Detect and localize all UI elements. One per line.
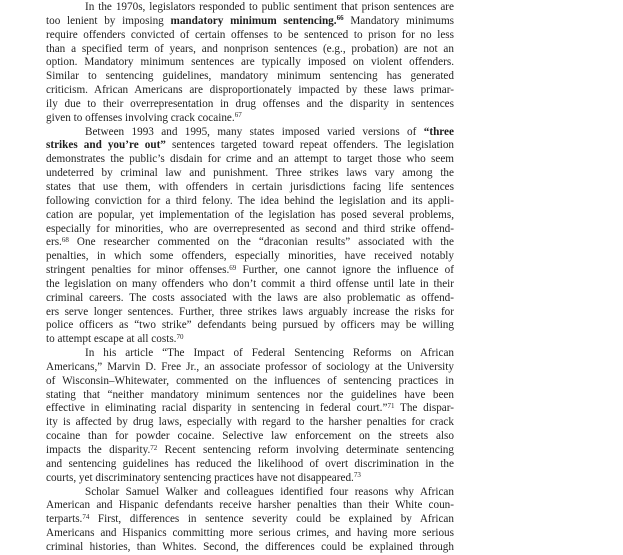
text-run: Further, one cannot ignore the influence of xyxy=(236,264,454,277)
text-run: One researcher commented on the “draconian results” associated with the xyxy=(68,236,454,249)
text-run: mandatory minimum sentencing. xyxy=(170,14,337,27)
text-line xyxy=(46,29,454,43)
text-run: strikes and you’re out” xyxy=(46,139,166,152)
text-line xyxy=(46,499,454,513)
text-run: terparts. xyxy=(46,513,83,526)
paragraph-walker-four-reasons xyxy=(46,486,454,555)
text-line xyxy=(46,153,454,167)
paragraph-three-strikes xyxy=(46,126,454,348)
text-line xyxy=(46,56,454,70)
text-run: than a specified term of years, and nonprison sentences (e.g., probation) are not an xyxy=(46,42,454,55)
text-run: First, differences in sentence severity could be explained by African xyxy=(89,513,454,526)
text-run: Scholar Samuel Walker and colleagues identified four reasons why African xyxy=(85,485,454,498)
text-line xyxy=(46,486,454,500)
text-line xyxy=(46,264,454,278)
text-line xyxy=(46,416,454,430)
text-line xyxy=(46,70,454,84)
text-run: ers serve longer sentences. Further, three strikes laws arguably increase the risks for xyxy=(46,305,454,318)
text-line xyxy=(46,319,454,333)
text-line xyxy=(46,333,454,347)
text-line xyxy=(46,126,454,140)
text-run: given to offenses involving crack cocaine. xyxy=(46,111,235,124)
text-run: Between 1993 and 1995, many states imposed varied versions of xyxy=(85,125,424,138)
text-line xyxy=(46,181,454,195)
footnote-ref: 69 xyxy=(229,263,237,272)
text-run: cation are popular, yet implementation of the legislation has posed several problems, xyxy=(46,208,454,221)
footnote-ref: 66 xyxy=(336,14,344,23)
text-line xyxy=(46,444,454,458)
text-line xyxy=(46,43,454,57)
text-run: Similar to sentencing guidelines, mandatory minimum sentencing has generated xyxy=(46,70,454,83)
text-line xyxy=(46,195,454,209)
text-run: American and Hispanic defendants receive harsher penalties than their White coun- xyxy=(46,499,454,512)
text-run: ers. xyxy=(46,236,62,249)
text-line xyxy=(46,223,454,237)
text-line xyxy=(46,472,454,486)
text-run: Mandatory minimums xyxy=(343,14,454,27)
text-line xyxy=(46,98,454,112)
footnote-ref: 72 xyxy=(150,443,158,452)
text-line xyxy=(46,430,454,444)
text-line xyxy=(46,375,454,389)
text-run: option. Mandatory minimum sentences are typically imposed on violent offenders. xyxy=(46,56,454,69)
paragraph-free-article xyxy=(46,347,454,485)
text-run: criminal histories, than Whites. Second, the differences could be explained through xyxy=(46,540,454,553)
text-run: “three xyxy=(423,125,454,138)
text-run: to attempt escape at all costs. xyxy=(46,333,177,346)
footnote-ref: 73 xyxy=(353,471,361,480)
text-run: demonstrates the public’s disdain for crime and an attempt to target those who seem xyxy=(46,153,454,166)
text-run: undeterred by criminal law and punishment. Three strikes laws vary among the xyxy=(46,167,454,180)
text-run: impacts the disparity. xyxy=(46,444,151,456)
text-run: states that use them, with offenders in certain jurisdictions facing life sentences xyxy=(46,180,454,193)
text-line xyxy=(46,209,454,223)
document-body xyxy=(46,1,454,555)
text-run: ily due to their overrepresentation in drug offenses and the disparity in sentences xyxy=(46,97,454,110)
text-line xyxy=(46,236,454,250)
text-line xyxy=(46,250,454,264)
text-run: of Wisconsin–Whitewater, commented on the influences of sentencing practices in xyxy=(46,374,454,387)
text-line xyxy=(46,15,454,29)
text-run: following conviction for a third felony. The idea behind the legislation and its appli- xyxy=(46,194,454,207)
text-line xyxy=(46,278,454,292)
text-line xyxy=(46,402,454,416)
text-run: criticism. African Americans are disproportionately impacted by these laws primar- xyxy=(46,84,454,97)
footnote-ref: 71 xyxy=(387,401,395,410)
text-run: courts, yet discriminatory sentencing practices have not disappeared. xyxy=(46,471,354,484)
text-line xyxy=(46,458,454,472)
text-run: too lenient by imposing xyxy=(46,14,171,27)
text-line xyxy=(46,527,454,541)
text-run: effective in eliminating racial disparity in sentencing in federal court.” xyxy=(46,402,388,415)
text-run: In his article “The Impact of Federal Sentencing Reforms on African xyxy=(85,347,454,360)
text-line xyxy=(46,167,454,181)
text-run: Recent sentencing reform involving determinate sentencing xyxy=(157,444,454,456)
text-run: Americans,” Marvin D. Free Jr., an associate professor of sociology at the University xyxy=(46,360,454,373)
text-run: stating that “neither mandatory minimum sentences nor the guidelines have been xyxy=(46,388,454,401)
text-run: and sentencing guidelines has reduced the likelihood of overt discrimination in the xyxy=(46,457,454,470)
text-line xyxy=(46,361,454,375)
text-run: require offenders convicted of certain offenses to be sentenced to prison for no less xyxy=(46,28,454,41)
text-run: cocaine than for powder cocaine. Selective law enforcement on the streets also xyxy=(46,430,454,443)
text-line xyxy=(46,292,454,306)
text-line xyxy=(46,306,454,320)
text-line xyxy=(46,389,454,403)
text-line xyxy=(46,84,454,98)
text-run: especially for minorities, who are overrepresented as second and third strike offend- xyxy=(46,222,454,235)
text-line xyxy=(46,513,454,527)
text-run: stringent penalties for minor offenses. xyxy=(46,264,230,277)
text-run: criminal careers. The costs associated with the laws are also problematic as offend- xyxy=(46,291,454,304)
text-run: The dispar- xyxy=(394,402,454,415)
text-run: Americans and Hispanics committing more serious crimes, and having more serious xyxy=(46,527,454,540)
text-line xyxy=(46,347,454,361)
text-line xyxy=(46,139,454,153)
paragraph-mandatory-minimum-sentencing xyxy=(46,1,454,126)
footnote-ref: 70 xyxy=(176,332,184,341)
text-run: ity is affected by drug laws, especially with regard to the harsher penalties for crack xyxy=(46,416,454,429)
footnote-ref: 68 xyxy=(61,235,69,244)
text-line xyxy=(46,1,454,15)
text-line xyxy=(46,541,454,555)
text-run: In the 1970s, legislators responded to public sentiment that prison sentences are xyxy=(85,1,454,13)
text-run: police officers as “two strike” defendants being pursued by officers may be willing xyxy=(46,319,454,332)
footnote-ref: 67 xyxy=(234,111,242,120)
text-run: penalties, in which some offenders, especially minorities, have received notably xyxy=(46,250,454,263)
text-line xyxy=(46,112,454,126)
text-run: the legislation on many offenders who don’t commit a third offense until late in their xyxy=(46,277,454,290)
text-run: sentences targeted toward repeat offenders. The legislation xyxy=(165,139,455,152)
footnote-ref: 74 xyxy=(82,512,90,521)
